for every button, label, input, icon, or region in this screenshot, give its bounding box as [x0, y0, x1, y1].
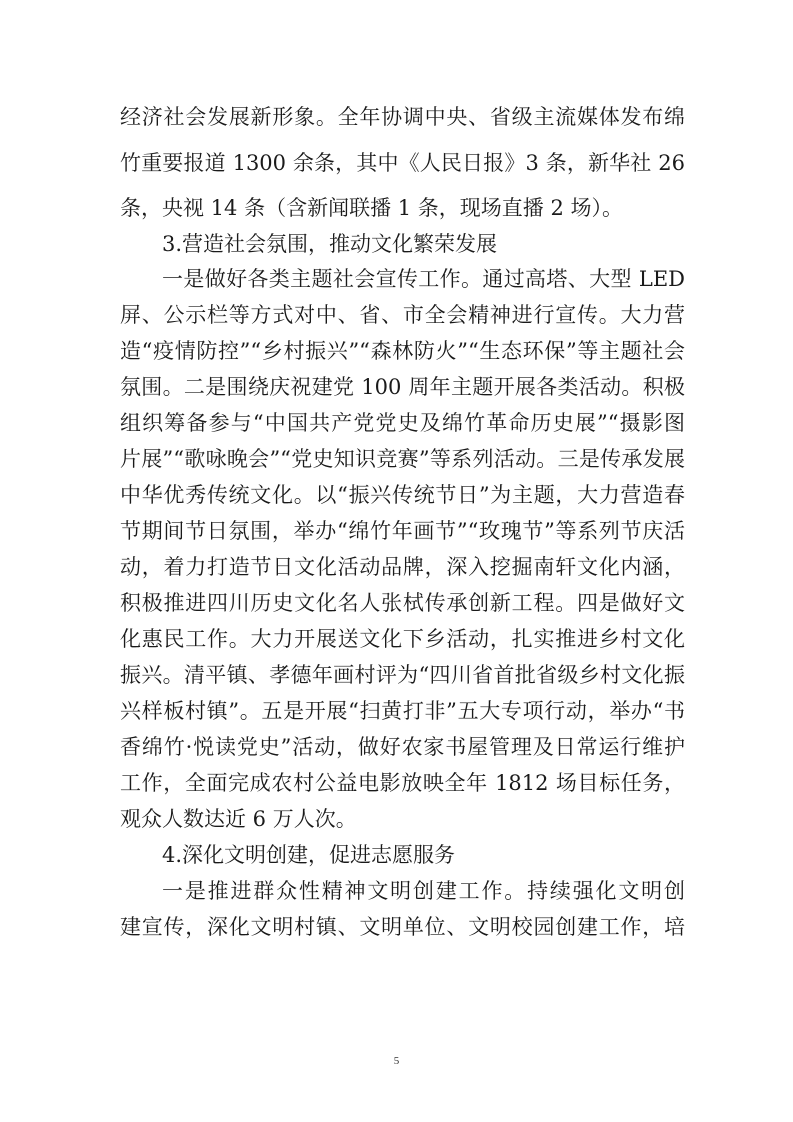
body-text-line: 节期间节日氛围，举办“绵竹年画节”“玫瑰节”等系列节庆活 — [120, 519, 685, 543]
body-text-line: 造“疫情防控”“乡村振兴”“森林防火”“生态环保”等主题社会 — [120, 339, 685, 363]
body-text-line: 香绵竹·悦读党史”活动，做好农家书屋管理及日常运行维护 — [120, 735, 685, 759]
body-text-line: 建宣传，深化文明村镇、文明单位、文明校园创建工作，培 — [120, 915, 685, 939]
body-text-line: 屏、公示栏等方式对中、省、市全会精神进行宣传。大力营 — [120, 303, 685, 327]
section-heading: 3.营造社会氛围，推动文化繁荣发展 — [162, 232, 498, 256]
body-text-line: 氛围。二是围绕庆祝建党 100 周年主题开展各类活动。积极 — [120, 375, 685, 399]
paragraph-first-line: 一是做好各类主题社会宣传工作。通过高塔、大型 LED — [162, 267, 685, 291]
body-text-line: 观众人数达近 6 万人次。 — [120, 807, 357, 831]
body-text-line: 条，央视 14 条（含新闻联播 1 条，现场直播 2 场）。 — [120, 196, 623, 220]
body-text-line: 中华优秀传统文化。以“振兴传统节日”为主题，大力营造春 — [120, 483, 685, 507]
body-text-line: 经济社会发展新形象。全年协调中央、省级主流媒体发布绵 — [120, 105, 685, 129]
body-text-line: 片展”“歌咏晚会”“党史知识竞赛”等系列活动。三是传承发展 — [120, 447, 685, 471]
paragraph-first-line: 一是推进群众性精神文明创建工作。持续强化文明创 — [162, 879, 685, 903]
body-text-line: 积极推进四川历史文化名人张栻传承创新工程。四是做好文 — [120, 591, 685, 615]
section-heading: 4.深化文明创建，促进志愿服务 — [162, 843, 456, 867]
body-text-line: 竹重要报道 1300 余条，其中《人民日报》3 条，新华社 26 — [120, 151, 685, 175]
body-text-line: 组织筹备参与“中国共产党党史及绵竹革命历史展”“摄影图 — [120, 411, 685, 435]
body-text-line: 兴样板村镇”。五是开展“扫黄打非”五大专项行动，举办“书 — [120, 699, 685, 723]
body-text-line: 振兴。清平镇、孝德年画村评为“四川省首批省级乡村文化振 — [120, 663, 685, 687]
body-text-line: 化惠民工作。大力开展送文化下乡活动，扎实推进乡村文化 — [120, 627, 685, 651]
body-text-line: 动，着力打造节日文化活动品牌，深入挖掘南轩文化内涵， — [120, 555, 685, 579]
page-number: 5 — [393, 1055, 400, 1067]
body-text-line: 工作，全面完成农村公益电影放映全年 1812 场目标任务， — [120, 771, 685, 795]
